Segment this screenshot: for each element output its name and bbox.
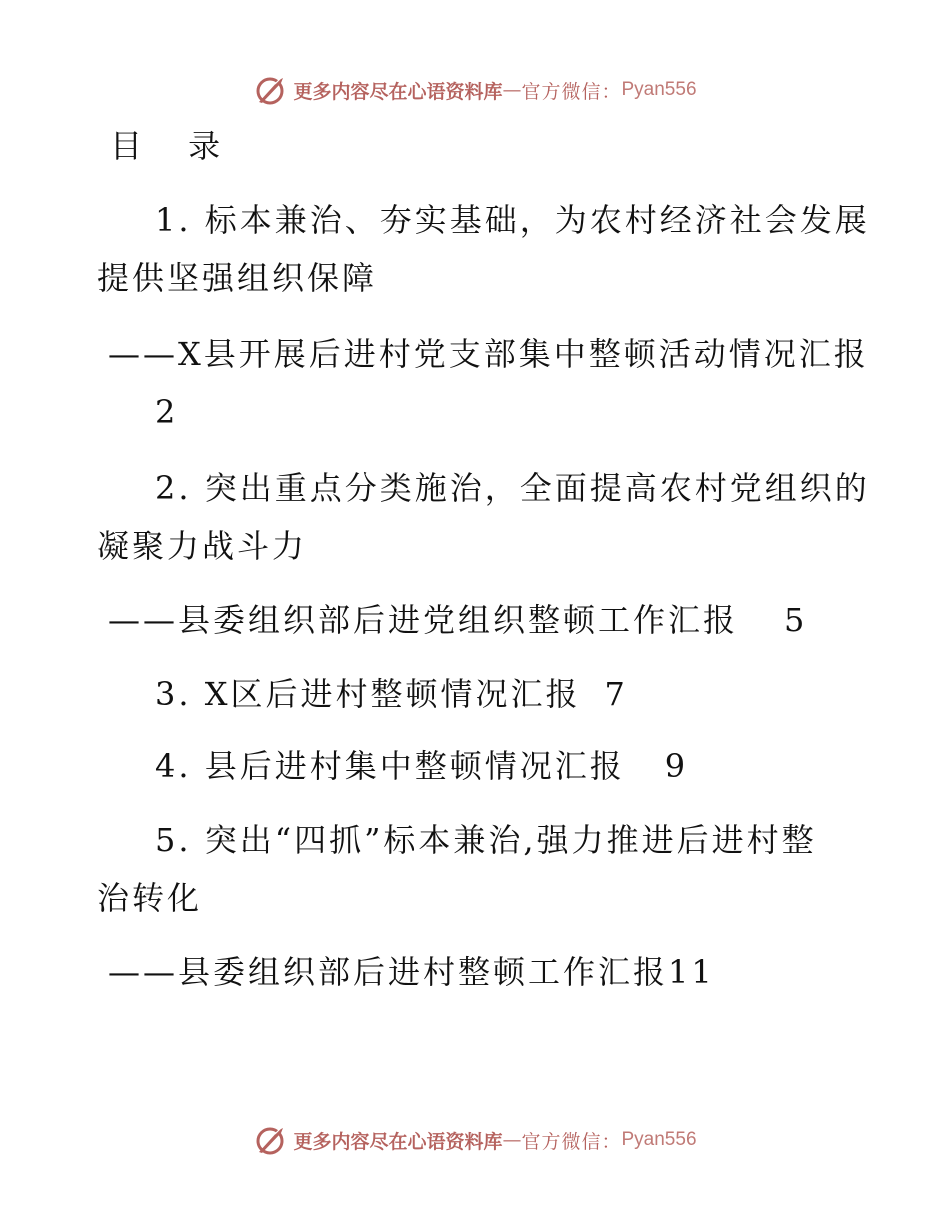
watermark-title: 更多内容尽在心语资料库 — [293, 80, 503, 103]
watermark-dash: — — [502, 1129, 522, 1151]
toc-entry-5-page: 11 — [668, 953, 715, 991]
toc-entry-1-line2: 提供坚强组织保障 — [97, 259, 378, 297]
toc-entry-1-subtitle: ——X县开展后进村党支部集中整顿活动情况汇报 — [108, 335, 869, 373]
toc-entry-4-row — [155, 746, 688, 786]
toc-entry-5-subtitle: ——县委组织部后进村整顿工作汇报 — [108, 953, 669, 991]
toc-entry-5-line1: 5. 突出“四抓”标本兼治,强力推进后进村整 — [155, 821, 817, 859]
header-watermark — [0, 70, 950, 110]
toc-entry-2-row — [108, 600, 807, 640]
toc-title: 目 录 — [110, 127, 239, 165]
toc-entry-5-row — [108, 952, 715, 992]
quill-pen-circle-icon — [253, 72, 289, 108]
toc-entry-1-line1: 1. 标本兼治、夯实基础，为农村经济社会发展 — [155, 201, 870, 239]
watermark-wechat-label: 官方微信： — [521, 80, 622, 103]
footer-watermark — [0, 1120, 950, 1160]
toc-entry-1-page: 2 — [155, 393, 179, 431]
toc-entry-3-row — [155, 674, 628, 714]
toc-entry-2-line1: 2. 突出重点分类施治，全面提高农村党组织的 — [155, 469, 870, 507]
watermark-wechat-label: 官方微信： — [521, 1130, 622, 1153]
watermark-wechat-id: Pyan556 — [621, 79, 697, 100]
watermark-title: 更多内容尽在心语资料库 — [293, 1130, 503, 1153]
toc-entry-3-page: 7 — [604, 675, 628, 713]
watermark-wechat-id: Pyan556 — [621, 1129, 697, 1150]
toc-entry-2-page: 5 — [784, 601, 808, 639]
quill-pen-circle-icon — [253, 1122, 289, 1158]
toc-entry-5-line2: 治转化 — [97, 879, 203, 917]
toc-entry-3-title: 3. X区后进村整顿情况汇报 — [155, 675, 581, 713]
toc-entry-4-title: 4. 县后进村集中整顿情况汇报 — [155, 747, 625, 785]
toc-entry-4-page: 9 — [664, 747, 689, 785]
toc-entry-2-line2: 凝聚力战斗力 — [97, 527, 308, 565]
toc-entry-2-subtitle: ——县委组织部后进党组织整顿工作汇报 — [108, 601, 739, 639]
watermark-dash: — — [502, 79, 522, 101]
